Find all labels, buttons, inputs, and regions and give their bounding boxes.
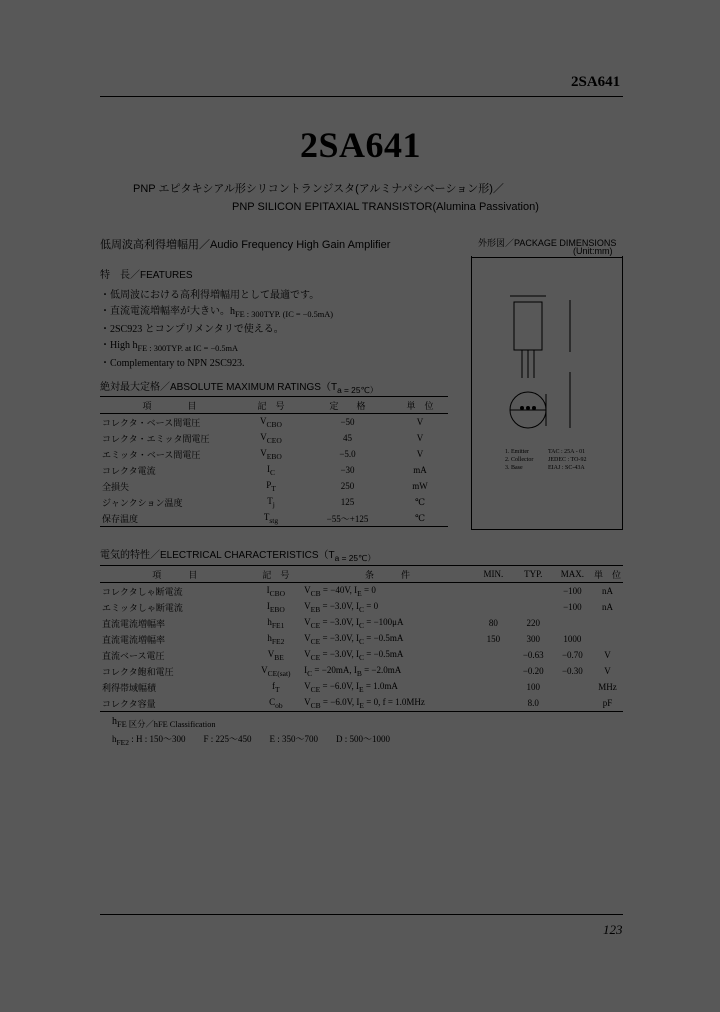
table-row: 保存温度 $T_{stg}$ −55～+125 ℃ [100, 510, 448, 527]
features-list [100, 288, 333, 372]
table-row: エミッタしゃ断電流 $I_{EBO}$ $V_{EB} = -3.0V$, $I_C = 0$ −100 nA [102, 600, 613, 614]
table-header-row: 項 目 記 号 定 格 単 位 [100, 397, 448, 414]
table-row: 直流ベース電圧 $V_{BE}$ $V_{CE} = -3.0V$, $I_C = -0.5mA$ −0.63 −0.70 V [102, 648, 611, 662]
feature-item: ・2SC923 とコンプリメンタリで使える。 [100, 324, 284, 335]
feature-item: ・High $h_{FE : 300TYP. at IC = -0.5mA}$ [100, 339, 239, 353]
table-header-row: 項 目 記 号 条 件 MIN. TYP. MAX. 単 位 [100, 566, 623, 583]
table-row: 全損失 $P_T$ 250 mW [102, 479, 428, 493]
package-heading: 外形図／PACKAGE DIMENSIONS [478, 238, 617, 248]
table-row: 直流電流増幅率 $h_{FE1}$ $V_{CE} = -3.0V$, $I_C = -100\mu A$ 80 220 [102, 616, 541, 630]
table-row: コレクタしゃ断電流 $I_{CBO}$ $V_{CB} = -40V$, $I_E = 0$ −100 nA [102, 584, 613, 598]
abs-max-table [100, 397, 448, 527]
page-number: 123 [603, 922, 623, 937]
jp-subtitle: PNP エピタキシアル形シリコントランジスタ(アルミナパシベーション形)／ [133, 183, 504, 195]
hfe-class-line: $h_{FE2}$ : H : 150～300 F : 225～450 E : 350～700 D : 500～1000 [112, 734, 391, 747]
package-drawing [480, 280, 615, 450]
table-row: ジャンクション温度 $T_j$ 125 ℃ [102, 495, 426, 509]
elec-heading: 電気的特性／ELECTRICAL $CHARACTERISTICS(T_{a = 25℃)}$ [100, 550, 376, 563]
feature-item: ・低周波における高利得増幅用として最適です。 [100, 290, 320, 301]
feature-item: ・直流電流増幅率が大きい。$h_{FE : 300TYP. (IC = -0.5mA)}$ [100, 305, 334, 319]
features-heading: 特 長／FEATURES [100, 270, 193, 281]
application-text: 低周波高利得増幅用／Audio Frequency High Gain Amplifier [100, 239, 391, 251]
package-pin-list: 1. Emitter 2. Collector 3. Base [505, 449, 534, 471]
table-row: コレクタ・エミッタ間電圧 $V_{CEO}$ 45 V [102, 431, 424, 445]
header-part-number: 2SA641 [571, 74, 621, 90]
table-row: コレクタ電流 $I_C$ −30 mA [102, 463, 427, 477]
abs-max-heading: 絶対最大定格／ABSOLUTE MAXIMUM $RATINGS(T_{a = 25℃)}$ [100, 382, 379, 395]
footer-rule [100, 914, 623, 915]
table-row: コレクタ・ベース間電圧 $V_{CBO}$ −50 V [102, 415, 424, 429]
hfe-class-title: $h_{FE 区分/hFE Classification}$ [112, 716, 216, 729]
page-title: 2SA641 [300, 125, 422, 165]
table-row: 直流電流増幅率 $h_{FE2}$ $V_{CE} = -3.0V$, $I_C = -0.5mA$ 150 300 1000 [102, 632, 582, 646]
table-row: コレクタ容量 $C_{ob}$ $V_{CB} = -6.0V$, $I_E = 0$, f = 1.0MHz 8.0 pF [100, 695, 623, 712]
package-unit: (Unit:mm) [573, 246, 613, 256]
feature-item: ・Complementary to NPN 2SC923. [100, 358, 245, 369]
en-subtitle: PNP SILICON EPITAXIAL TRANSISTOR(Alumina Passivation) [232, 201, 539, 213]
package-ref-list: TAC : 25A - 01 JEDEC : TO-92 EIAJ : SC-43A [548, 449, 587, 471]
table-row: エミッタ・ベース間電圧 $V_{EBO}$ −5.0 V [102, 447, 424, 461]
header-rule [100, 96, 623, 97]
table-row: 利得帯域幅積 $f_T$ $V_{CE} = -6.0V$, $I_E = 1.0mA$ 100 MHz [102, 680, 617, 694]
table-row: コレクタ飽和電圧 $V_{CE(sat)}$ $I_C = -20mA$, $I_B = -2.0mA$ −0.20 −0.30 V [102, 664, 611, 678]
elec-table [100, 566, 623, 712]
